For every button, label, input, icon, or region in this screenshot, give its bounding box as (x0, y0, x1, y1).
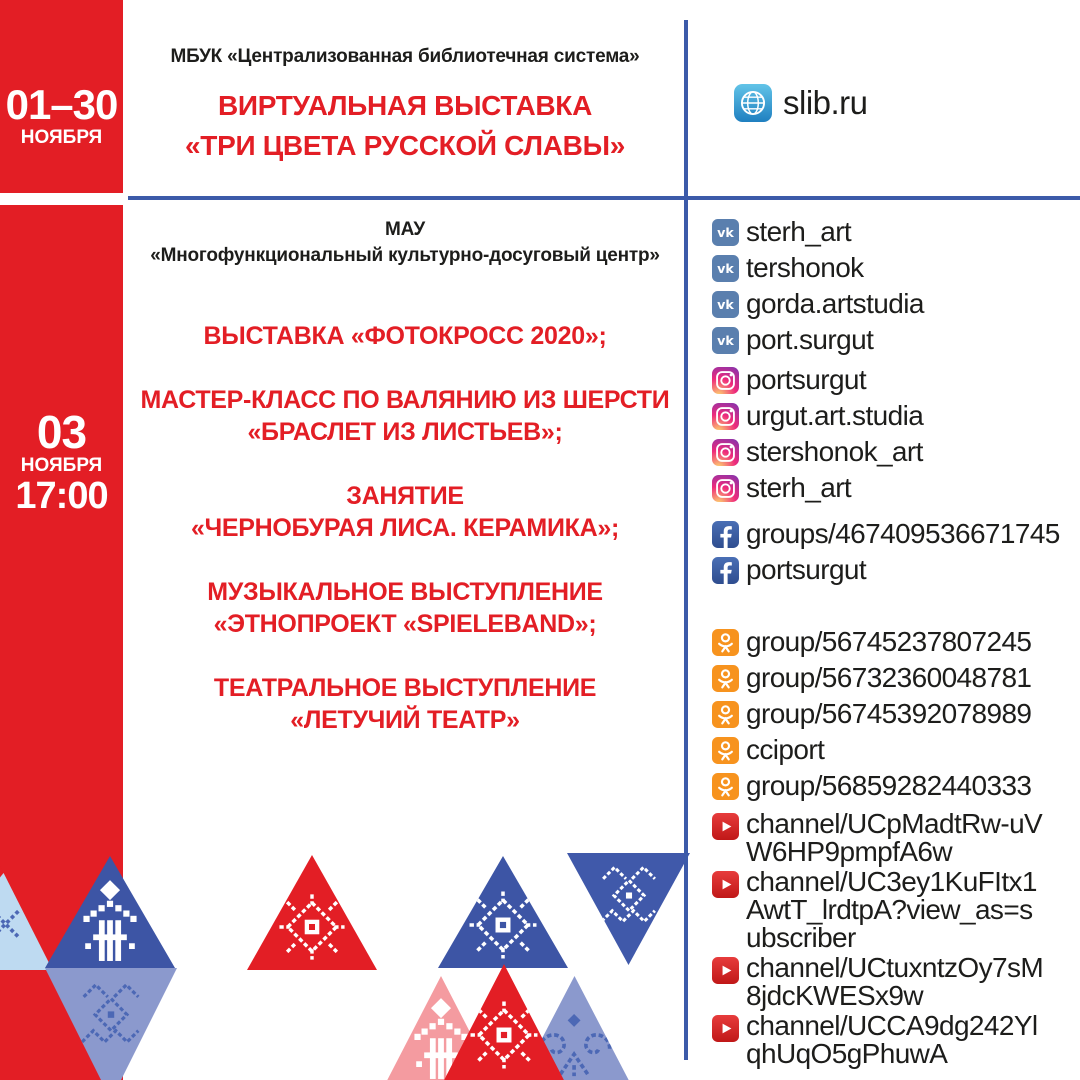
exhibition-title-line2: «ТРИ ЦВЕТА РУССКОЙ СЛАВЫ» (185, 130, 625, 161)
website-url: slib.ru (783, 84, 868, 121)
instagram-icon (712, 439, 739, 466)
youtube-item[interactable] (712, 1012, 1046, 1068)
youtube-icon (712, 957, 739, 984)
stitch-fragment-icon (0, 906, 22, 942)
odnoklassniki-item[interactable] (712, 662, 1031, 694)
event-date-block (0, 406, 123, 517)
mau-organization (123, 217, 687, 269)
odnoklassniki-handle: group/56732360048781 (746, 662, 1032, 693)
ok-icon (712, 737, 739, 764)
facebook-item[interactable] (712, 518, 1060, 550)
youtube-item[interactable] (712, 810, 1046, 866)
date-range: 01–30 (5, 81, 118, 128)
date-range-block (0, 81, 123, 148)
youtube-channel: channel/UC3ey1KuFItx1AwtT_lrdtpA?view_as=subscriber (746, 866, 1037, 953)
instagram-handle: urgut.art.studia (746, 400, 924, 431)
instagram-item[interactable] (712, 400, 923, 432)
mau-org-line1: МАУ (384, 219, 426, 240)
odnoklassniki-item[interactable] (712, 626, 1031, 658)
youtube-item[interactable] (712, 868, 1046, 952)
vk-handle: gorda.artstudia (746, 288, 924, 319)
youtube-icon (712, 871, 739, 898)
vk-icon (712, 255, 739, 282)
library-organization: МБУК «Централизованная библиотечная система» (170, 46, 640, 67)
vk-item[interactable] (712, 324, 924, 356)
youtube-item[interactable] (712, 954, 1046, 1010)
youtube-icon (712, 813, 739, 840)
odnoklassniki-handle: group/56745237807245 (746, 626, 1032, 657)
youtube-icon (712, 1015, 739, 1042)
instagram-icon (712, 367, 739, 394)
decor-triangle-red-center (247, 855, 377, 970)
event-day: 03 (36, 406, 87, 458)
decor-triangle-royal-inverted (567, 853, 690, 965)
vk-icon (712, 219, 739, 246)
instagram-item[interactable] (712, 364, 923, 396)
youtube-section (712, 810, 1046, 1070)
exhibition-title-line1: ВИРТУАЛЬНАЯ ВЫСТАВКА (218, 90, 592, 121)
sun-ornament-icon (276, 891, 348, 963)
youtube-channel: channel/UCCA9dg242YlqhUqO5gPhuwA (746, 1010, 1038, 1069)
youtube-channel: channel/UCtuxntzOy7sM8jdcKWESx9w (746, 952, 1044, 1011)
chevron-ornament-icon (74, 976, 148, 1050)
exhibition-title (123, 86, 687, 166)
event-item: ТЕАТРАЛЬНОЕ ВЫСТУПЛЕНИЕ «ЛЕТУЧИЙ ТЕАТР» (213, 674, 597, 734)
instagram-section (712, 364, 923, 508)
event-time: 17:00 (15, 475, 108, 517)
vk-icon (712, 291, 739, 318)
ok-icon (712, 665, 739, 692)
event-month: НОЯБРЯ (20, 455, 103, 476)
ok-icon (712, 629, 739, 656)
instagram-handle: portsurgut (746, 364, 867, 395)
event-item: ВЫСТАВКА «ФОТОКРОСС 2020»; (203, 322, 607, 350)
event-item: МУЗЫКАЛЬНОЕ ВЫСТУПЛЕНИЕ «ЭТНОПРОЕКТ «SPIELEBAND»; (207, 578, 603, 638)
youtube-channel: channel/UCpMadtRw-uVW6HP9pmpfA6w (746, 808, 1043, 867)
globe-icon (734, 84, 772, 122)
ok-icon (712, 701, 739, 728)
facebook-section (712, 518, 1060, 590)
vk-item[interactable] (712, 252, 924, 284)
instagram-item[interactable] (712, 472, 923, 504)
event-list (123, 320, 687, 736)
vk-handle: tershonok (746, 252, 864, 283)
event-item: МАСТЕР-КЛАСС ПО ВАЛЯНИЮ ИЗ ШЕРСТИ «БРАСЛЕТ ИЗ ЛИСТЬЕВ»; (140, 386, 670, 446)
odnoklassniki-item[interactable] (712, 698, 1031, 730)
vk-icon (712, 327, 739, 354)
sun-ornament-icon (466, 888, 540, 962)
event-item: ЗАНЯТИЕ «ЧЕРНОБУРАЯ ЛИСА. КЕРАМИКА»; (191, 482, 619, 542)
facebook-icon (712, 521, 739, 548)
instagram-icon (712, 403, 739, 430)
mau-org-line2: «Многофункциональный культурно-досуговый центр» (150, 245, 660, 266)
instagram-handle: sterh_art (746, 472, 852, 503)
odnoklassniki-handle: cciport (746, 734, 825, 765)
facebook-icon (712, 557, 739, 584)
vk-section (712, 216, 924, 360)
instagram-item[interactable] (712, 436, 923, 468)
sun-ornament-icon (467, 998, 541, 1072)
facebook-handle: groups/467409536671745 (746, 518, 1060, 549)
odnoklassniki-item[interactable] (712, 770, 1031, 802)
vk-handle: sterh_art (746, 216, 852, 247)
chevron-ornament-icon (594, 859, 664, 929)
instagram-icon (712, 475, 739, 502)
odnoklassniki-section (712, 626, 1031, 806)
sidebar-divider-gap (0, 193, 123, 205)
vk-item[interactable] (712, 216, 924, 248)
instagram-handle: stershonok_art (746, 436, 923, 467)
odnoklassniki-handle: group/56745392078989 (746, 698, 1032, 729)
facebook-handle: portsurgut (746, 554, 867, 585)
horizontal-divider (128, 196, 1080, 200)
vk-handle: port.surgut (746, 324, 874, 355)
facebook-item[interactable] (712, 554, 1060, 586)
odnoklassniki-item[interactable] (712, 734, 1031, 766)
decor-triangle-blue-sun (438, 856, 568, 968)
odnoklassniki-handle: group/56859282440333 (746, 770, 1032, 801)
vk-item[interactable] (712, 288, 924, 320)
date-range-month: НОЯБРЯ (20, 127, 103, 148)
ok-icon (712, 773, 739, 800)
website-row[interactable] (734, 84, 868, 122)
